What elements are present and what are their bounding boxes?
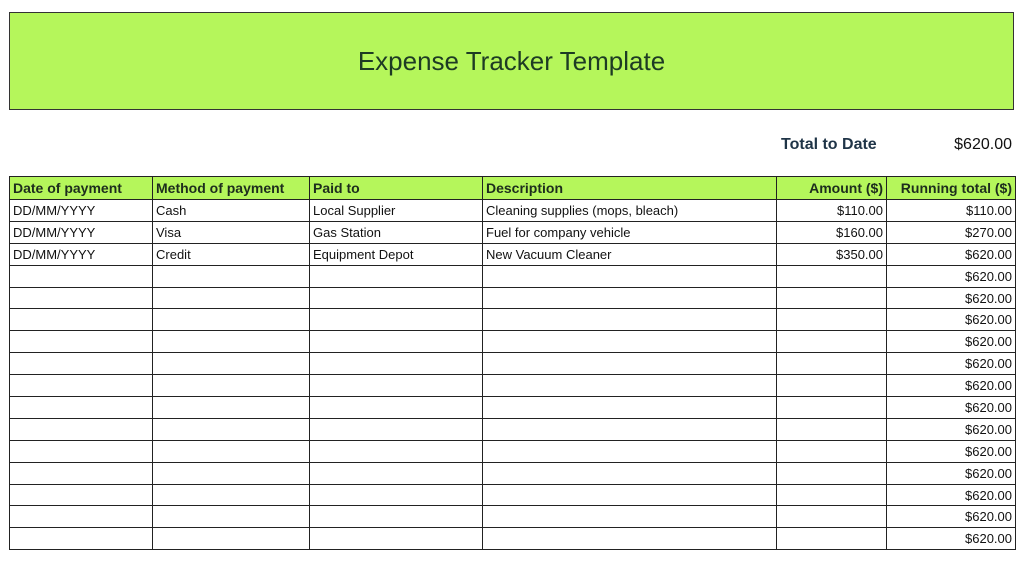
- total-to-date-label: Total to Date: [781, 136, 877, 153]
- cell-method[interactable]: [153, 440, 310, 462]
- cell-running-total[interactable]: $620.00: [887, 331, 1016, 353]
- cell-date[interactable]: [10, 375, 153, 397]
- table-row: [10, 528, 1016, 550]
- cell-description[interactable]: [483, 440, 777, 462]
- cell-running-total[interactable]: $110.00: [887, 200, 1016, 222]
- cell-amount[interactable]: [777, 528, 887, 550]
- cell-date[interactable]: [10, 506, 153, 528]
- cell-description[interactable]: [483, 418, 777, 440]
- cell-date[interactable]: [10, 331, 153, 353]
- cell-amount[interactable]: [777, 418, 887, 440]
- cell-running-total[interactable]: $620.00: [887, 440, 1016, 462]
- cell-paid-to[interactable]: [310, 265, 483, 287]
- cell-paid-to[interactable]: Equipment Depot: [310, 243, 483, 265]
- cell-running-total[interactable]: $620.00: [887, 243, 1016, 265]
- table-row: [10, 243, 1016, 265]
- cell-running-total[interactable]: $620.00: [887, 418, 1016, 440]
- table-row: [10, 200, 1016, 222]
- cell-description[interactable]: [483, 331, 777, 353]
- cell-paid-to[interactable]: [310, 331, 483, 353]
- cell-method[interactable]: [153, 397, 310, 419]
- cell-amount[interactable]: [777, 265, 887, 287]
- cell-amount[interactable]: [777, 484, 887, 506]
- cell-description[interactable]: New Vacuum Cleaner: [483, 243, 777, 265]
- cell-method[interactable]: [153, 331, 310, 353]
- cell-paid-to[interactable]: [310, 418, 483, 440]
- cell-date[interactable]: [10, 484, 153, 506]
- cell-paid-to[interactable]: [310, 506, 483, 528]
- cell-date[interactable]: DD/MM/YYYY: [10, 200, 153, 222]
- cell-running-total[interactable]: $620.00: [887, 484, 1016, 506]
- cell-paid-to[interactable]: [310, 528, 483, 550]
- column-header-description[interactable]: Description: [483, 177, 777, 200]
- cell-date[interactable]: [10, 397, 153, 419]
- cell-method[interactable]: [153, 418, 310, 440]
- table-row: [10, 440, 1016, 462]
- cell-amount[interactable]: [777, 397, 887, 419]
- cell-running-total[interactable]: $620.00: [887, 462, 1016, 484]
- cell-amount[interactable]: [777, 353, 887, 375]
- cell-date[interactable]: [10, 265, 153, 287]
- cell-description[interactable]: [483, 484, 777, 506]
- cell-running-total[interactable]: $620.00: [887, 287, 1016, 309]
- cell-date[interactable]: [10, 353, 153, 375]
- table-row: [10, 397, 1016, 419]
- cell-description[interactable]: [483, 528, 777, 550]
- column-header-method[interactable]: Method of payment: [153, 177, 310, 200]
- cell-paid-to[interactable]: [310, 397, 483, 419]
- cell-method[interactable]: [153, 375, 310, 397]
- table-row: [10, 462, 1016, 484]
- table-row: [10, 221, 1016, 243]
- cell-description[interactable]: Cleaning supplies (mops, bleach): [483, 200, 777, 222]
- cell-date[interactable]: [10, 462, 153, 484]
- cell-amount[interactable]: [777, 375, 887, 397]
- cell-date[interactable]: [10, 440, 153, 462]
- cell-amount[interactable]: [777, 440, 887, 462]
- cell-amount[interactable]: [777, 309, 887, 331]
- cell-paid-to[interactable]: Gas Station: [310, 221, 483, 243]
- cell-date[interactable]: DD/MM/YYYY: [10, 221, 153, 243]
- cell-date[interactable]: DD/MM/YYYY: [10, 243, 153, 265]
- cell-description[interactable]: [483, 287, 777, 309]
- cell-paid-to[interactable]: [310, 309, 483, 331]
- cell-method[interactable]: Visa: [153, 221, 310, 243]
- cell-method[interactable]: Cash: [153, 200, 310, 222]
- cell-date[interactable]: [10, 528, 153, 550]
- title-banner: [9, 12, 1014, 110]
- cell-running-total[interactable]: $270.00: [887, 221, 1016, 243]
- cell-description[interactable]: [483, 265, 777, 287]
- cell-description[interactable]: [483, 309, 777, 331]
- cell-method[interactable]: Credit: [153, 243, 310, 265]
- header-row: [10, 177, 1016, 200]
- cell-running-total[interactable]: $620.00: [887, 397, 1016, 419]
- cell-amount[interactable]: $350.00: [777, 243, 887, 265]
- cell-description[interactable]: [483, 462, 777, 484]
- table-row: [10, 353, 1016, 375]
- page-title: Expense Tracker Template: [357, 45, 666, 76]
- table-row: [10, 375, 1016, 397]
- cell-date[interactable]: [10, 418, 153, 440]
- cell-method[interactable]: [153, 506, 310, 528]
- cell-running-total[interactable]: $620.00: [887, 309, 1016, 331]
- cell-amount[interactable]: [777, 287, 887, 309]
- cell-paid-to[interactable]: [310, 353, 483, 375]
- expense-table: [9, 176, 1016, 550]
- column-header-paid-to[interactable]: Paid to: [310, 177, 483, 200]
- cell-method[interactable]: [153, 462, 310, 484]
- cell-running-total[interactable]: $620.00: [887, 265, 1016, 287]
- table-row: [10, 331, 1016, 353]
- cell-amount[interactable]: $160.00: [777, 221, 887, 243]
- cell-amount[interactable]: [777, 462, 887, 484]
- cell-description[interactable]: [483, 353, 777, 375]
- cell-amount[interactable]: $110.00: [777, 200, 887, 222]
- cell-description[interactable]: [483, 397, 777, 419]
- cell-paid-to[interactable]: [310, 462, 483, 484]
- table-row: [10, 506, 1016, 528]
- table-row: [10, 287, 1016, 309]
- total-to-date-value[interactable]: $620.00: [954, 136, 1012, 153]
- cell-amount[interactable]: [777, 331, 887, 353]
- cell-date[interactable]: [10, 287, 153, 309]
- cell-amount[interactable]: [777, 506, 887, 528]
- cell-method[interactable]: [153, 287, 310, 309]
- cell-paid-to[interactable]: Local Supplier: [310, 200, 483, 222]
- table-row: [10, 265, 1016, 287]
- column-header-running-total[interactable]: Running total ($): [887, 177, 1016, 200]
- cell-paid-to[interactable]: [310, 484, 483, 506]
- cell-method[interactable]: [153, 265, 310, 287]
- cell-running-total[interactable]: $620.00: [887, 353, 1016, 375]
- cell-method[interactable]: [153, 353, 310, 375]
- cell-method[interactable]: [153, 484, 310, 506]
- cell-running-total[interactable]: $620.00: [887, 528, 1016, 550]
- column-header-date[interactable]: Date of payment: [10, 177, 153, 200]
- cell-running-total[interactable]: $620.00: [887, 506, 1016, 528]
- cell-paid-to[interactable]: [310, 375, 483, 397]
- table-row: [10, 484, 1016, 506]
- cell-date[interactable]: [10, 309, 153, 331]
- column-header-amount[interactable]: Amount ($): [777, 177, 887, 200]
- cell-description[interactable]: [483, 506, 777, 528]
- cell-paid-to[interactable]: [310, 287, 483, 309]
- cell-description[interactable]: Fuel for company vehicle: [483, 221, 777, 243]
- table-row: [10, 418, 1016, 440]
- cell-description[interactable]: [483, 375, 777, 397]
- cell-running-total[interactable]: $620.00: [887, 375, 1016, 397]
- cell-method[interactable]: [153, 528, 310, 550]
- table-row: [10, 309, 1016, 331]
- cell-paid-to[interactable]: [310, 440, 483, 462]
- cell-method[interactable]: [153, 309, 310, 331]
